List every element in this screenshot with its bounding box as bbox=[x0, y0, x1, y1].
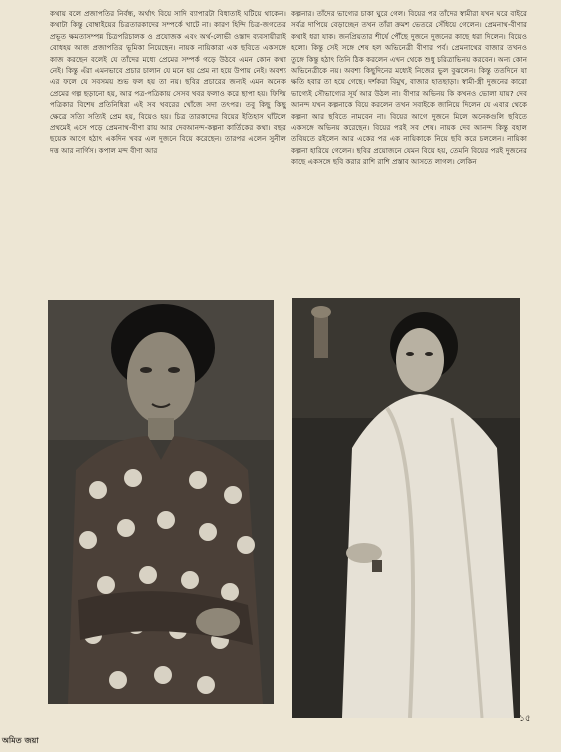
photo-caption: অমিত জয়া bbox=[2, 736, 39, 745]
photo-woman-white-sari-icon bbox=[292, 298, 520, 718]
article-left-column bbox=[50, 8, 286, 316]
page-number: ১৫ bbox=[519, 714, 531, 724]
article-right-text: কল্পনার। তাঁদের ভাগ্যের চাকা ঘুরে গেল। বিয়ের পর তাঁদের স্বামীরা যখন ঘরে বাইরে সর্বত্র দাপিয়ে বেড়াচ্ছেন তখন তাঁরা ক্রমশ ভেতরে সেঁধিয়ে গেলেন। প্রেমনাথ-বীণার কথাই ধরা যাক। জনপ্রিয়তার শীর্ষে পৌঁছে দুজনে দুজনের কাছে ধরা দিলেন। বিয়েও হলো। কিন্তু সেই সঙ্গে শেষ হল অভিনেত্রী বীণার পর্ব। প্রেমনাথের বাজার তখনও তুঙ্গে কিন্তু হঠাৎ তিনি ঠিক করলেন এখন থেকে শুধু চরিত্রাভিনয় করবেন। অন্য কোন অভিনেত্রীকে নয়। অবশ্য কিছুদিনের মধ্যেই নিজের ভুল বুঝলেন। কিন্তু ততদিনে যা ক্ষতি হবার তা হয়ে গেছে। দর্শকরা বিমুখ, বাজার হাতছাড়া। স্বামী-স্ত্রী দুজনের কারো ভাগ্যেই সৌভাগ্যের সূর্য আর উঠল না। বীণার অভিনয় কি কখনও ভোলা যায়? দেব আনন্দ যখন কল্পনাকে বিয়ে করলেন তখন সবাইকে জানিয়ে দিলেন যে এবার থেকে কল্পনা আর ছবিতে নামবেন না। বিয়ের আগে দুজনে মিলে অনেকগুলি ছবিতে একসঙ্গে অভিনয় করেছেন। বিয়ের পরই সব শেষ। নায়ক দেব আনন্দ কিন্তু বহাল তবিয়তে রইলেন আর একের পর এক নায়িকাকে নিয়ে ছবি করে চললেন। নায়িকা কল্পনা হারিয়ে গেলেন। ছবির প্রয়োজনে যেমন বিয়ে হয়, তেমনি বিয়ের পরই দুজনের কাছে একসঙ্গে ছবি করার রাশি রাশি প্রস্তাব আসতে লাগল। লেকিন bbox=[291, 9, 527, 167]
photo-man-svg bbox=[48, 300, 274, 704]
article-right-column bbox=[291, 8, 527, 311]
article-left-text: কথায় বলে প্রজাপতির নির্বন্ধ, অর্থাৎ বিয়ে সাদি ব্যাপারটা বিধাতাই ঘটিয়ে থাকেন। কথাটা কিন্তু বোম্বাইয়ের চিত্রতারকাদের সম্পর্কে খাটে না। কারণ হিন্দি চিত্র-জগতের প্রভূত ক্ষমতাসম্পন্ন চিত্রপরিচালক ও প্রযোজক এবং অর্থ-লোভী ওস্তাদ ব্যবসায়ীরাই বোধহয় আজ প্রজাপতির ভূমিকা নিয়েছেন। নায়ক নায়িকারা এক ছবিতে একসঙ্গে কাজ করছেন বলেই যে তাঁদের মধ্যে প্রেমের সম্পর্ক গড়ে উঠবে এমন কোন কথা নেই। কিন্তু এঁরা এমনভাবে প্রচার চালান যে মনে হয় প্রেম না হয়ে উপায় নেই। অবশ্য এর ফলে যে সবসময় শুভ ফল হয় তা নয়। ছবির প্রচারের জন্যই এমন অনেক প্রেমের গল্প ছড়ানো হয়, আর পত্র-পত্রিকায় সেসব খবর ফলাও করে ছাপা হয়। ফিল্মি পত্রিকার বিশেষ প্রতিনিধিরা এই সব খবরের খোঁজে সদা তৎপর। তবু কিছু কিছু ক্ষেত্রে সত্যি সত্যিই প্রেম হয়, বিয়েও হয়। চিত্র তারকাদের বিয়ের ইতিহাস ঘাঁটলে প্রথমেই এসে পড়ে প্রেমনাথ-বীণা রায় আর দেবআনন্দ-কল্পনা কার্তিকের কথা। বছর ছয়েক আগে হঠাৎ একদিন খবর এল দুজনে বিয়ে করেছেন। তারপর এলেন সুনীল দত্ত আর নার্গিস। কপাল মন্দ বীণা আর bbox=[50, 9, 286, 155]
photo-man-patterned-shirt-icon bbox=[48, 300, 274, 704]
photo-woman-svg bbox=[292, 298, 520, 718]
